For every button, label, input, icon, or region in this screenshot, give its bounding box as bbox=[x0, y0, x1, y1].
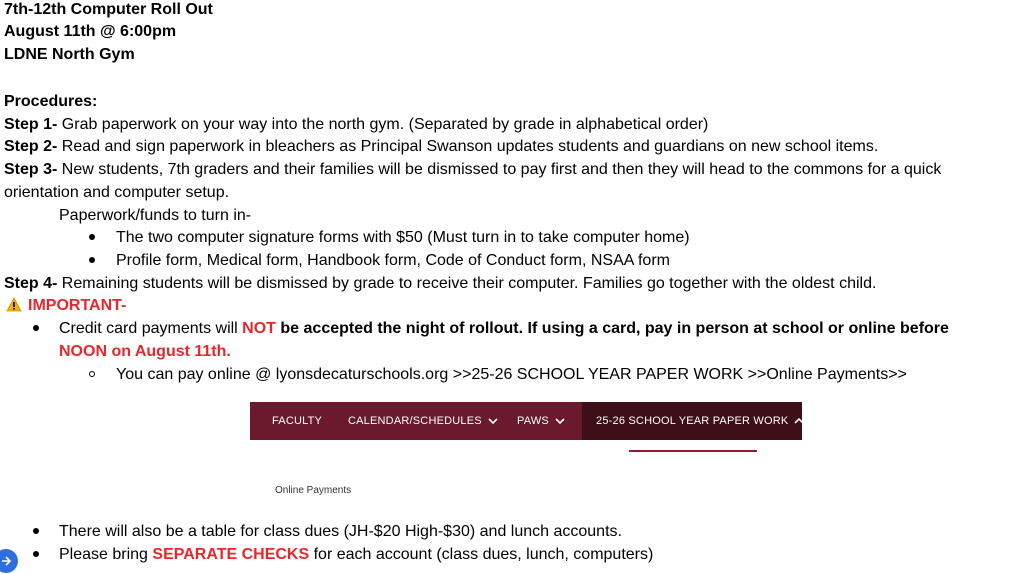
step-4 bbox=[4, 274, 876, 294]
step-4-label: Step 4- bbox=[4, 275, 58, 292]
step-3-text: New students, 7th graders and their families will be dismissed to pay first and then they will head to the commons for a quick bbox=[57, 161, 942, 178]
warning-icon bbox=[6, 297, 22, 312]
step-1-label: Step 1- bbox=[4, 116, 58, 133]
step-2 bbox=[4, 137, 878, 157]
event-title: 7th-12th Computer Roll Out bbox=[4, 1, 213, 18]
online-payments-link[interactable]: Online Payments bbox=[275, 485, 352, 496]
bullet-icon bbox=[33, 551, 39, 557]
credit-not: NOT bbox=[242, 320, 276, 337]
share-icon bbox=[0, 555, 12, 567]
step-3-continued: orientation and computer setup. bbox=[4, 184, 230, 201]
important-heading bbox=[6, 296, 126, 316]
credit-card-note bbox=[59, 319, 949, 339]
separate-checks-note bbox=[59, 545, 653, 565]
bullet-icon bbox=[89, 234, 95, 240]
nav-label: 25-26 SCHOOL YEAR PAPER WORK bbox=[596, 415, 789, 427]
step-3-label: Step 3- bbox=[4, 161, 58, 178]
class-dues-note: There will also be a table for class dues (JH-$20 High-$30) and lunch accounts. bbox=[59, 523, 622, 540]
paperwork-item: The two computer signature forms with $50 (Must turn in to take computer home) bbox=[116, 229, 690, 246]
credit-prefix: Credit card payments will bbox=[59, 320, 243, 337]
sub-bullet-icon bbox=[89, 371, 95, 377]
bullet-icon bbox=[33, 325, 39, 331]
step-2-label: Step 2- bbox=[4, 138, 58, 155]
important-label: IMPORTANT- bbox=[28, 297, 127, 314]
step-4-text: Remaining students will be dismissed by grade to receive their computer. Families go together with the oldest child. bbox=[57, 275, 877, 292]
step-1 bbox=[4, 115, 708, 135]
step-1-text: Grab paperwork on your way into the north gym. (Separated by grade in alphabetical order) bbox=[57, 116, 709, 133]
assistant-badge[interactable] bbox=[0, 549, 18, 573]
step-2-text: Read and sign paperwork in bleachers as Principal Swanson updates students and guardians on new school items. bbox=[57, 138, 879, 155]
step-3 bbox=[4, 160, 941, 180]
checks-suffix: for each account (class dues, lunch, computers) bbox=[309, 546, 654, 563]
online-note: You can pay online @ lyonsdecaturschools.org >>25-26 SCHOOL YEAR PAPER WORK >>Online Payments>> bbox=[116, 366, 907, 383]
credit-bold: be accepted the night of rollout. If using a card, pay in person at school or online before bbox=[275, 320, 949, 337]
event-date: August 11th @ 6:00pm bbox=[4, 23, 177, 40]
bullet-icon bbox=[89, 257, 95, 263]
event-location: LDNE North Gym bbox=[4, 46, 135, 63]
nav-label: FACULTY bbox=[272, 415, 323, 427]
nav-label: CALENDAR/SCHEDULES bbox=[348, 415, 482, 427]
nav-item-paperwork[interactable] bbox=[582, 402, 802, 440]
chevron-down-icon bbox=[488, 418, 498, 424]
procedures-heading: Procedures: bbox=[4, 93, 98, 110]
chevron-down-icon bbox=[555, 418, 565, 424]
checks-emph: SEPARATE CHECKS bbox=[152, 546, 310, 563]
nav-item-paws[interactable] bbox=[517, 402, 565, 440]
nav-label: PAWS bbox=[517, 415, 549, 427]
chevron-up-icon bbox=[794, 418, 804, 424]
nav-bar bbox=[250, 402, 802, 440]
nav-item-calendar[interactable] bbox=[348, 402, 498, 440]
bullet-icon bbox=[33, 528, 39, 534]
paperwork-heading: Paperwork/funds to turn in- bbox=[59, 207, 252, 224]
nav-item-faculty[interactable] bbox=[272, 402, 322, 440]
dropdown-underline bbox=[629, 450, 757, 452]
paperwork-item: Profile form, Medical form, Handbook form, Code of Conduct form, NSAA form bbox=[116, 252, 670, 269]
credit-noon: NOON on August 11th. bbox=[59, 343, 231, 360]
checks-prefix: Please bring bbox=[59, 546, 153, 563]
